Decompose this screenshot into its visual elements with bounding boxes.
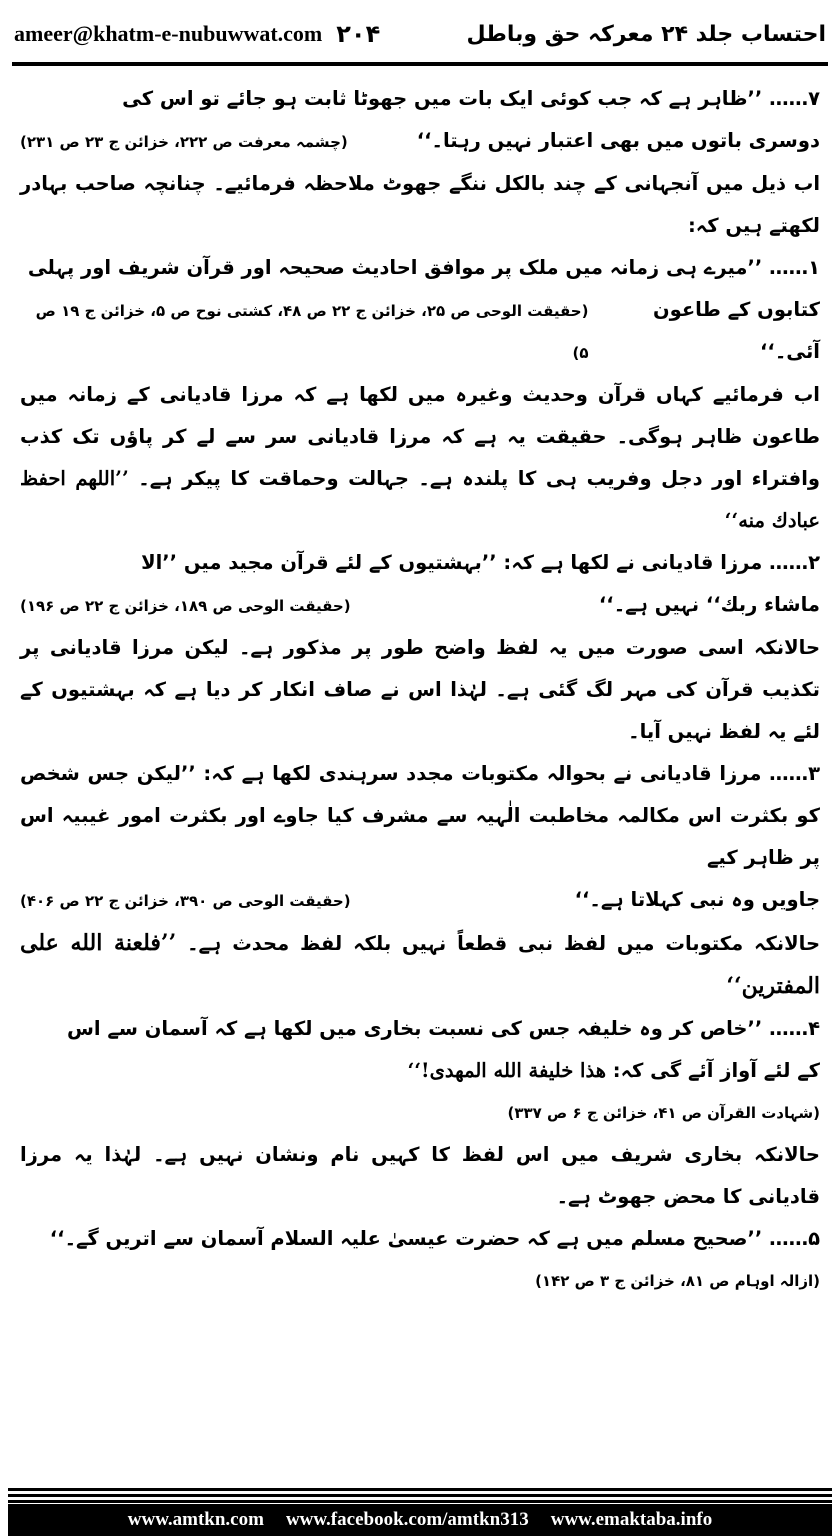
page-number: ۲۰۴: [336, 20, 381, 48]
header-email: ameer@khatm-e-nubuwwat.com: [14, 21, 323, 46]
page-header: [14, 12, 826, 56]
item2-line1: ۲…… مرزا قادیانی نے لکھا ہے کہ: ’’بہشتیوں کے لئے قرآن مجید میں ’’الا: [141, 551, 820, 574]
paragraph-4: حالانکہ بخاری شریف میں اس لفظ کا کہیں نام ونشان نہیں ہے۔ لہٰذا یہ مرزا قادیانی کا محض جھوٹ ہے۔: [20, 1143, 820, 1208]
paragraph-2: حالانکہ اسی صورت میں یہ لفظ واضح طور پر مذکور ہے۔ لیکن مرزا قادیانی پر تکذیب قرآن کی مہر لگ گئی ہے۔ لہٰذا اس نے صاف انکار کر دیا ہے کہ بہشتیوں کے لئے یہ لفظ نہیں آیا۔: [20, 636, 820, 743]
item4-reference: (شہادت القرآن ص ۴۱، خزائن ج ۶ ص ۳۳۷): [507, 1104, 820, 1122]
item1-reference: (حقیقت الوحی ص ۲۵، خزائن ج ۲۲ ص ۴۸، کشتی نوح ص ۵، خزائن ج ۱۹ ص ۵): [35, 302, 589, 362]
header-rule: [12, 62, 828, 66]
item3-line-end: جاویں وہ نبی کہلاتا ہے۔‘‘: [574, 888, 820, 911]
item7-line1: ۷…… ’’ظاہر ہے کہ جب کوئی ایک بات میں جھوٹا ثابت ہو جائے تو اس کی: [122, 87, 820, 110]
item3-text: ۳…… مرزا قادیانی نے بحوالہ مکتوبات مجدد سرہندی لکھا ہے کہ: ’’لیکن جس شخص کو بکثرت اس مکالمہ مخاطبت الٰہیہ سے مشرف کیا جاوے اور بکثرت امور غیبیہ اس پر ظاہر کیے: [20, 762, 820, 869]
item7-line2: دوسری باتوں میں بھی اعتبار نہیں رہتا۔‘‘: [416, 129, 820, 152]
item2-row2: [20, 584, 820, 627]
item3-reference: (حقیقت الوحی ص ۳۹۰، خزائن ج ۲۲ ص ۴۰۶): [20, 892, 351, 910]
item1-row2: [20, 289, 820, 374]
paragraph-1-text: اب فرمائیے کہاں قرآن وحدیث وغیرہ میں لکھا ہے کہ مرزا قادیانی کے زمانہ میں طاعون ظاہر ہوگی۔ حقیقت یہ ہے کہ مرزا قادیانی سر سے لے کر پاؤں تک کذب وافتراء اور دجل وفریب ہی کا پلندہ ہے۔ جہالت وحماقت کا پیکر ہے۔: [20, 383, 820, 490]
item4-line1: ۴…… ’’خاص کر وہ خلیفہ جس کی نسبت بخاری میں لکھا ہے کہ آسمان سے اس: [66, 1017, 820, 1040]
footer-rule-2: [8, 1494, 832, 1497]
footer-link-facebook[interactable]: www.facebook.com/amtkn313: [285, 1509, 529, 1530]
footer-link-amtkn[interactable]: www.amtkn.com: [127, 1509, 264, 1530]
item2-line2: ماشاء ربك‘‘ نہیں ہے۔‘‘: [598, 593, 820, 616]
item7-row2: [20, 120, 820, 163]
paragraph-3-text: حالانکہ مکتوبات میں لفظ نبی قطعاً نہیں بلکہ لفظ محدث ہے۔: [187, 932, 821, 955]
item7-reference: (چشمہ معرفت ص ۲۲۲، خزائن ج ۲۳ ص ۲۳۱): [20, 133, 348, 151]
header-left: [14, 20, 380, 48]
page-footer: [8, 1504, 832, 1536]
intro-paragraph: اب ذیل میں آنجہانی کے چند بالکل ننگے جھوٹ ملاحظہ فرمائیے۔ چنانچہ صاحب بہادر لکھتے ہیں کہ:: [20, 172, 820, 237]
item4-line2-wrap: [20, 1050, 820, 1092]
paragraph-3-arabic: ’’فلعنة الله على المفترين‘‘: [20, 930, 820, 999]
item5-reference: (ازالہ اوہام ص ۸۱، خزائن ج ۳ ص ۱۴۲): [535, 1272, 820, 1290]
page-body: [20, 78, 820, 1302]
item1-line2: کتابوں کے طاعون آئی۔‘‘: [652, 298, 820, 363]
footer-rule-1: [8, 1488, 832, 1491]
footer-link-emaktaba[interactable]: www.emaktaba.info: [550, 1509, 713, 1530]
item4-line2: کے لئے آواز آئے گی کہ:: [612, 1059, 820, 1082]
book-title: احتساب جلد ۲۴ معرکہ حق وباطل: [466, 21, 826, 47]
item3-row-end: [20, 879, 820, 922]
item4-arabic: هذا خليفة الله المهدى!‘‘: [407, 1059, 606, 1082]
footer-rule-3: [8, 1500, 832, 1503]
item5: ۵…… ’’صحیح مسلم میں ہے کہ حضرت عیسیٰ علیہ السلام آسمان سے اتریں گے۔‘‘: [49, 1227, 820, 1250]
paragraph-1-arabic: ’’اللهم احفظ عبادك منه‘‘: [20, 467, 820, 532]
paragraph-3: [20, 922, 820, 1008]
paragraph-1: [20, 374, 820, 542]
item1-line1: ۱…… ’’میرے ہی زمانہ میں ملک پر موافق احادیث صحیحہ اور قرآن شریف اور پہلی: [27, 256, 820, 279]
item2-reference: (حقیقت الوحی ص ۱۸۹، خزائن ج ۲۲ ص ۱۹۶): [20, 597, 351, 615]
